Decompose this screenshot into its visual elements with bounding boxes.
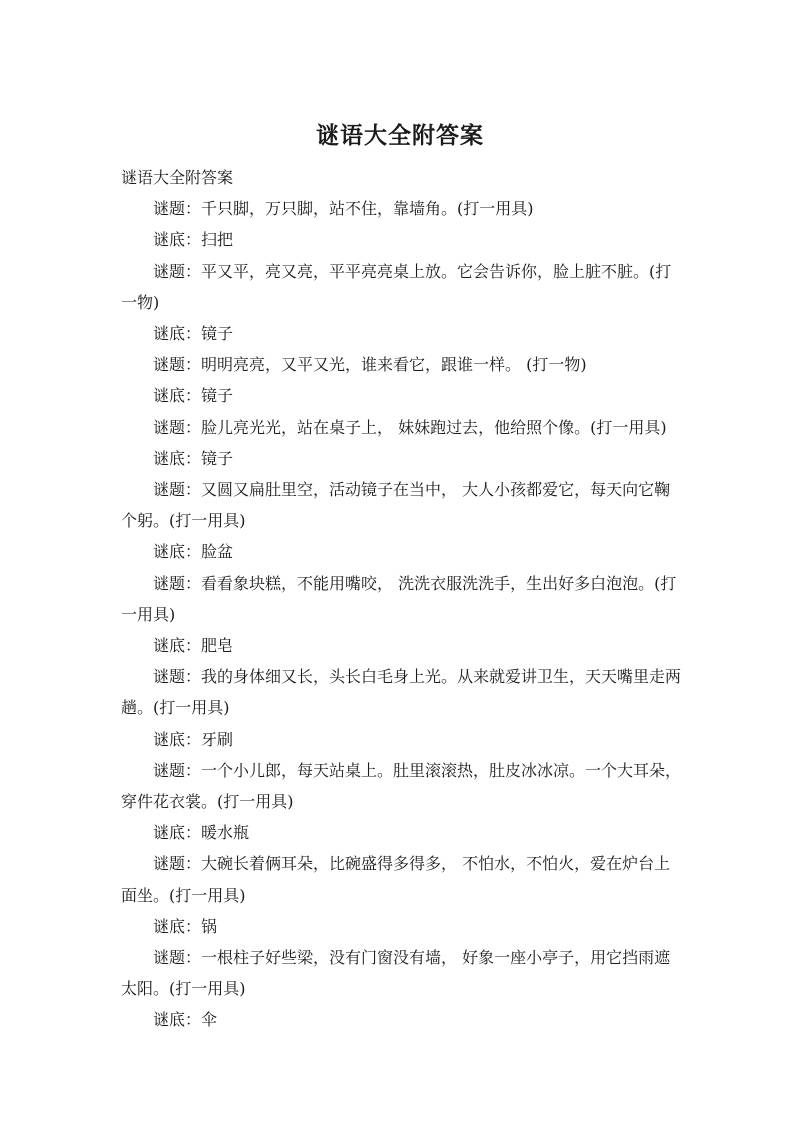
riddle-question: 谜题：一个小儿郎，每天站桌上。肚里滚滚热，肚皮冰冰凉。一个大耳朵，穿件花衣裳。(打一用具) bbox=[121, 760, 682, 812]
riddle-answer: 谜底：扫把 bbox=[153, 230, 234, 250]
riddle-answer: 谜底：伞 bbox=[153, 1010, 218, 1030]
riddle-question: 谜题：我的身体细又长，头长白毛身上光。从来就爱讲卫生，天天嘴里走两趟。(打一用具) bbox=[121, 667, 682, 718]
riddle-question: 谜题：千只脚，万只脚，站不住，靠墙角。(打一用具) bbox=[153, 199, 534, 219]
riddle-question: 谜题：一根柱子好些梁，没有门窗没有墙， 好象一座小亭子，用它挡雨遮太阳。(打一用具) bbox=[121, 948, 671, 999]
riddle-answer: 谜底：镜子 bbox=[153, 324, 234, 344]
riddle-answer: 谜底：肥皂 bbox=[153, 636, 234, 656]
document-body bbox=[121, 162, 681, 1036]
riddle-answer: 谜底：镜子 bbox=[153, 386, 234, 406]
riddle-answer: 谜底：脸盆 bbox=[153, 542, 234, 562]
riddle-question: 谜题：平又平，亮又亮，平平亮亮桌上放。它会告诉你，脸上脏不脏。(打一物) bbox=[121, 261, 672, 312]
intro-line: 谜语大全附答案 bbox=[121, 168, 234, 187]
riddle-question: 谜题：看看象块糕，不能用嘴咬， 洗洗衣服洗洗手，生出好多白泡泡。(打一用具) bbox=[121, 573, 677, 624]
riddle-answer: 谜底：锅 bbox=[153, 916, 218, 936]
riddle-question: 谜题：又圆又扁肚里空，活动镜子在当中， 大人小孩都爱它，每天向它鞠个躬。(打一用具) bbox=[121, 480, 671, 531]
riddle-answer: 谜底：镜子 bbox=[153, 448, 234, 468]
riddle-question: 谜题：明明亮亮，又平又光，谁来看它，跟谁一样。 (打一物) bbox=[153, 355, 587, 375]
riddle-question: 谜题：脸儿亮光光，站在桌子上， 妹妹跑过去，他给照个像。(打一用具) bbox=[153, 417, 667, 437]
riddle-answer: 谜底：暖水瓶 bbox=[153, 823, 250, 843]
riddle-answer: 谜底：牙刷 bbox=[153, 729, 234, 749]
document-title: 谜语大全附答案 bbox=[316, 123, 484, 149]
riddle-question: 谜题：大碗长着俩耳朵，比碗盛得多得多， 不怕水，不怕火，爱在炉台上面坐。(打一用具) bbox=[121, 854, 671, 905]
